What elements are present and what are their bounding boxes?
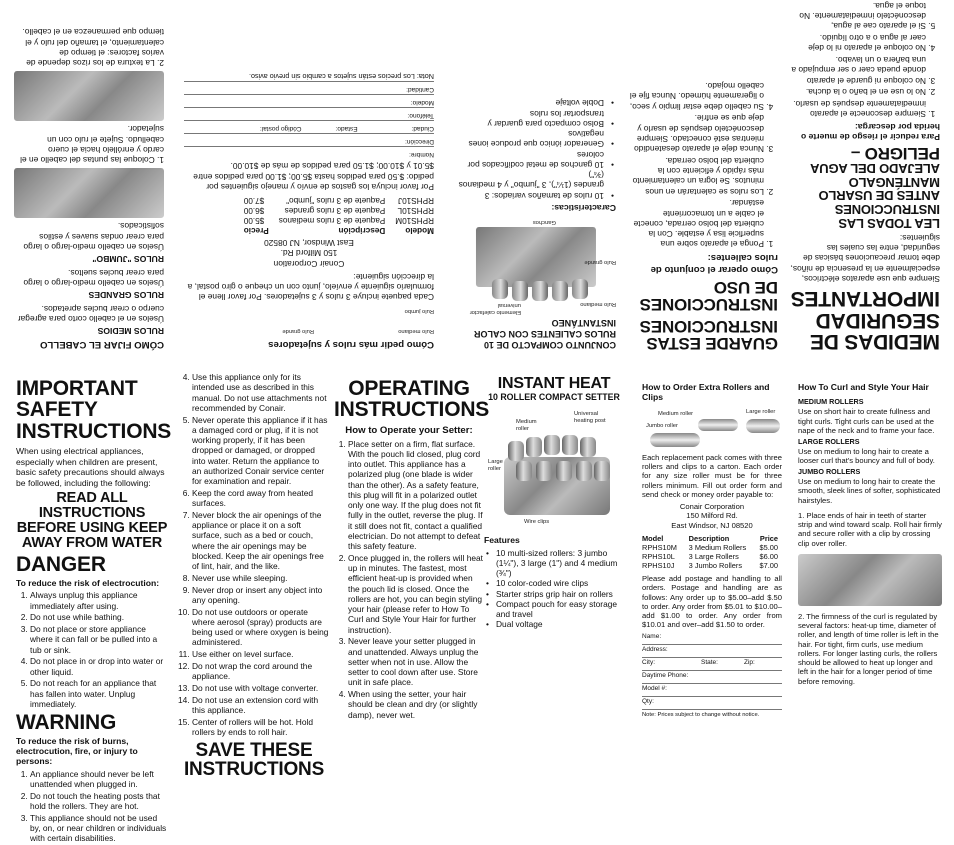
form-phone-field[interactable]: Daytime Phone: bbox=[642, 672, 782, 684]
es-medium-title: RULOS MEDIOS bbox=[97, 326, 164, 337]
address-line: Conair Corporation bbox=[273, 258, 345, 269]
es-operating-item: 3. Nunca deje el aparato desatendido mientras esté conectado. Siempre desconéctelo después de usarlo y deje que se enfríe. bbox=[628, 113, 764, 154]
es-order-title: Cómo pedir más rulos y sujetadores bbox=[268, 339, 434, 350]
es-danger-list bbox=[790, 1, 940, 120]
address-line: East Windsor, NJ 08520 bbox=[671, 520, 753, 530]
warning-item: 10. Do not use outdoors or operate where aerosol (spray) products are being used or where oxygen is being administered. bbox=[192, 607, 330, 648]
danger-item: 1. Always unplug this appliance immediately after using. bbox=[30, 590, 168, 611]
danger-list bbox=[16, 590, 168, 709]
es-form-model[interactable]: Modelo: bbox=[184, 94, 434, 106]
table-row: RPHS10L 3 Large Rollers $6.00 bbox=[642, 552, 778, 562]
feature-item: • Dual voltage bbox=[496, 619, 624, 629]
es-form-qty[interactable]: Cantidad: bbox=[184, 81, 434, 93]
curl-step-1: 1. Place ends of hair in teeth of starter strip and wind toward scalp. Roll hair firmly and secure roller with a clip by crossing clip over roller. bbox=[798, 510, 942, 548]
product-title: INSTANT HEAT bbox=[497, 375, 611, 392]
warning-item: 3. This appliance should not be used by, on, or near children or individuals with certain disabilities. bbox=[30, 813, 168, 844]
es-step1: 1. Coloque las puntas del cabello en el cardo y enróllelo hacia el cuero cabelludo. Sujete el rulo con un sujetador. bbox=[20, 124, 164, 166]
danger-item: 3. Do not place or store appliance where it can fall or be pulled into a tub or sink. bbox=[30, 624, 168, 655]
es-order-note: Nota: Los precios están sujetos a cambio sin previo aviso. bbox=[249, 72, 434, 82]
es-danger-sub: Para reducir el riesgo de muerte o herida por descarga: bbox=[801, 121, 940, 143]
order-title: How to Order Extra Rollers and Clips bbox=[642, 382, 770, 403]
es-operating-item: 2. Los rulos se calentarán en unos minutos. Se logra un calentamiento más rápido y eficiente con la cubierta del bolso cerrada. bbox=[628, 156, 764, 197]
product-subtitle: 10 ROLLER COMPACT SETTER bbox=[488, 392, 620, 403]
order-address bbox=[642, 502, 782, 530]
es-save-title: GUARDE ESTAS INSTRUCCIONES bbox=[639, 316, 778, 353]
table-row: RPHS10L Paquete de 3 rulos grandes $6.00 bbox=[243, 205, 434, 215]
table-row: RPHS10J Paquete de 3 rulos "jumbo" $7.00 bbox=[243, 195, 434, 205]
es-feature-item: • 10 ganchos de metal codificados por colores bbox=[456, 149, 604, 170]
order-label-jumbo: Jumbo roller bbox=[646, 422, 678, 429]
es-curl-photo-1 bbox=[14, 168, 164, 218]
table-row: RPHS10J 3 Jumbo Rollers $7.00 bbox=[642, 561, 778, 571]
address-line: 150 Milford Rd. bbox=[280, 248, 338, 259]
table-header: Precio bbox=[243, 225, 269, 235]
table-header: Price bbox=[759, 533, 778, 543]
es-product-title: CONJUNTO COMPACTO DE 10 RULOS CALIENTES CON CALOR INSTANTÁNEO bbox=[473, 318, 616, 350]
safety-title: IMPORTANT SAFETY INSTRUCTIONS bbox=[16, 377, 172, 443]
es-order-body: Cada paquete incluye 3 rulos y 3 sujetadores. Por favor llene el formulario siguiente y envíelo, junto con un cheque o giro postal, a la dirección siguiente: bbox=[187, 271, 434, 303]
order-body: Each replacement pack comes with three rollers and clips to a carton. Each order for any size roller must be for three rollers minimum. Fill out order form and send check or money order payable to: bbox=[642, 452, 782, 499]
setter-base-image bbox=[476, 227, 596, 287]
table-header: Model bbox=[642, 533, 664, 543]
danger-title: DANGER bbox=[16, 553, 106, 577]
es-operating-item: 1. Ponga el aparato sobre una superficie lisa y estable. Con la cubierta del bolso cerrada, conecte el cable a un tomacorriente estándar. bbox=[628, 198, 764, 249]
label-medium-roller: Medium roller bbox=[516, 419, 537, 433]
product-column bbox=[484, 376, 624, 630]
danger-item: 4. Do not place in or drop into water or other liquid. bbox=[30, 656, 168, 677]
address-line: East Windsor, NJ 08520 bbox=[264, 238, 354, 249]
es-operating-item: 4. Su cabello debe estar limpio y seco, o ligeramente húmedo. Nunca fije el cabello mojado. bbox=[628, 81, 764, 112]
save-instructions-title: SAVE THESE INSTRUCTIONS bbox=[183, 740, 325, 781]
feature-item: • 10 multi-sized rollers: 3 jumbo (1¼"), 3 large (1") and 4 medium (¾") bbox=[496, 548, 624, 579]
es-danger-item: 2. No lo use en el baño o la ducha. bbox=[790, 87, 926, 97]
warning-item: 14. Do not use an extension cord with this appliance. bbox=[192, 695, 330, 716]
es-price-table bbox=[244, 195, 434, 235]
es-medium-text: Úselos en el cabello corto para agregar cuerpo o crear bucles apretados. bbox=[17, 303, 164, 324]
es-operating-column bbox=[628, 79, 778, 352]
large-rollers-text: Use on medium to long hair to create a looser curl that's bouncy and full of body. bbox=[798, 446, 935, 466]
form-qty-field[interactable]: Qty: bbox=[642, 698, 782, 710]
warning-item: 15. Center of rollers will be hot. Hold rollers by ends to roll hair. bbox=[192, 717, 330, 738]
warning-item: 8. Never use while sleeping. bbox=[192, 573, 330, 583]
operating-subtitle: How to Operate your Setter: bbox=[345, 424, 473, 436]
es-label-clips: Ganchos bbox=[532, 219, 556, 226]
jumbo-rollers-text: Use on medium to long hair to create the smooth, sleek lines of softer, sophisticated hairstyles. bbox=[798, 477, 941, 505]
table-header: Description bbox=[688, 533, 730, 543]
table-header: Descripción bbox=[338, 225, 386, 235]
es-safety-title: MEDIDAS DE SEGURIDAD IMPORTANTES bbox=[790, 287, 940, 353]
es-features-list bbox=[456, 98, 616, 201]
medium-rollers-title: MEDIUM ROLLERS bbox=[798, 397, 864, 407]
es-curl-column bbox=[14, 24, 164, 352]
es-form-phone[interactable]: Teléfono: bbox=[184, 107, 434, 119]
es-order-label-jumbo: Rulo jumbo bbox=[404, 308, 434, 315]
warning-subtitle: To reduce the risk of burns, electrocution, fire, or injury to persons: bbox=[16, 735, 138, 767]
es-curl-title: CÓMO FIJAR EL CABELLO bbox=[39, 339, 164, 350]
es-large-text: Úselos en cabello medio-largo o largo para crear bucles sueltos. bbox=[23, 267, 164, 288]
es-danger-item: 4. No coloque el aparato ni lo deje caer al agua o a otro líquido. bbox=[790, 33, 926, 54]
product-illustration bbox=[484, 407, 624, 529]
label-large-roller: Large roller bbox=[488, 459, 503, 473]
es-label-medium: Rulo mediano bbox=[580, 301, 616, 308]
warning-item: 1. An appliance should never be left unattended when plugged in. bbox=[30, 769, 168, 790]
es-step2: 2. La textura de los rizos depende de varios factores: el tiempo de calentamiento, el tamaño del rulo y el tiempo que permanezca en el cabello. bbox=[22, 27, 164, 69]
order-label-large: Large roller bbox=[746, 408, 776, 415]
order-rollers-illustration bbox=[642, 405, 782, 449]
jumbo-roller-image bbox=[650, 433, 700, 447]
es-product-column bbox=[456, 98, 616, 352]
danger-item: 5. Do not reach for an appliance that has fallen into water. Unplug immediately. bbox=[30, 678, 168, 709]
warning-item: 13. Do not use with voltage converter. bbox=[192, 683, 330, 693]
spanish-panel bbox=[0, 0, 954, 366]
es-danger-item: 3. No coloque ni guarde el aparato donde pueda caer o ser empujado a una bañera o un lavabo. bbox=[790, 55, 926, 86]
es-order-label-large: Rulo grande bbox=[282, 328, 314, 335]
address-line: 150 Milford Rd. bbox=[686, 511, 738, 521]
english-panel bbox=[0, 366, 954, 844]
feature-item: • Starter strips grip hair on rollers bbox=[496, 589, 624, 599]
curl-step-2: 2. The firmness of the curl is regulated by several factors: heat-up time, diameter of roller, and length of time roller is left in the hair. For tight, firm curls, use medium rollers. For longer lasting curls, the rollers should be allowed to heat up longer and left in the hair for a longer period of time before removing. bbox=[798, 611, 939, 686]
medium-rollers-text: Use on short hair to create fullness and tight curls. Tight curls can be used at the nape of the neck and to frame your face. bbox=[798, 407, 935, 435]
es-jumbo-title: RULOS "JUMBO" bbox=[92, 254, 164, 265]
feature-item: • 10 color-coded wire clips bbox=[496, 578, 624, 588]
medium-roller-image bbox=[698, 419, 738, 431]
form-city-field[interactable]: City: State: Zip: bbox=[642, 659, 782, 671]
es-danger-item: 5. Si el aparato cae al agua, desconéctelo inmediatamente. No toque el agua. bbox=[790, 1, 926, 32]
es-large-title: RULOS GRANDES bbox=[88, 290, 164, 301]
feature-item: • Compact pouch for easy storage and travel bbox=[496, 599, 624, 620]
large-roller-image bbox=[746, 419, 780, 433]
table-row: RPHS10M Paquete de 3 rulos medianos $5.00 bbox=[243, 215, 434, 225]
warning-item: 7. Never block the air openings of the appliance or place it on a soft surface, such as a bed or couch, where the air openings may be blocked. Keep the air openings free of lint, hair, and the like. bbox=[192, 510, 330, 572]
es-features-title: Características: bbox=[551, 203, 616, 214]
warning-item: 12. Do not wrap the cord around the appliance. bbox=[192, 661, 330, 682]
label-universal-post: Universal heating post bbox=[574, 411, 606, 425]
safety-intro: When using electrical appliances, especially when children are present, basic safety precautions should always be followed, including the following: bbox=[16, 446, 165, 488]
operating-item: 1. Place setter on a firm, flat surface. With the pouch lid closed, plug cord into outlet. This appliance has a polarized plug (one blade is wider than the other). As a safety feature, this plug will fit in a polarized outlet only one way. If the plug does not fit fully in the outlet, reverse the plug. If it still does not fit, contact a qualified electrician. Do not attempt to defeat this safety feature. bbox=[348, 439, 484, 552]
es-shipping: Por favor incluya los gastos de envío y manejo siguientes por pedido: $.50 para pedidos hasta $5.00; $1.00 para pedidos entre $5.01 y $10.00; $1.50 para pedidos de más de $10.00. bbox=[193, 161, 434, 192]
order-note: Note: Prices subject to change without notice. bbox=[642, 711, 760, 718]
es-operating-title: INSTRUCCIONES DE USO bbox=[639, 278, 778, 315]
safety-column bbox=[16, 377, 172, 845]
safety-column-continued bbox=[178, 372, 330, 784]
warning-item: 2. Do not touch the heating posts that hold the rollers. They are hot. bbox=[30, 791, 168, 812]
curl-title: How To Curl and Style Your Hair bbox=[798, 382, 929, 392]
es-label-large: Rulo grande bbox=[584, 259, 616, 266]
read-all-heading: READ ALL INSTRUCTIONS BEFORE USING KEEP AWAY FROM WATER bbox=[16, 490, 168, 552]
shipping-info: Please add postage and handling to all orders. Postage and handling are as follows: Any order up to $5.00–add $.50 to order. Any order from $5.01 to $10.00–add $1.00 to order. Any order from $10.01 and over–add $1.50 to order. bbox=[642, 574, 782, 630]
es-operating-list bbox=[628, 81, 778, 250]
es-curl-photo-2 bbox=[14, 71, 164, 121]
es-jumbo-text: Úselos en cabello medio-largo o largo para crear ondas suaves y estilos sofisticados. bbox=[23, 221, 164, 252]
form-name-field[interactable]: Name: bbox=[642, 633, 782, 645]
operating-list bbox=[334, 439, 484, 720]
es-feature-item: • Bolso compacto para guardar y transportar los rulos bbox=[456, 108, 604, 129]
warning-item: 5. Never operate this appliance if it has a damaged cord or plug, if it is not working properly, if it has been dropped or damaged, or dropped into water. Return the appliance to an authorized Conair service center for examination and repair. bbox=[192, 415, 330, 487]
es-read-all: LEA TODAS LAS INSTRUCCIONES ANTES DE USARLO MANTÉNGALO ALEJADO DEL AGUA bbox=[810, 161, 940, 231]
es-form-city[interactable]: Ciudad: Estado: Código postal: bbox=[184, 120, 434, 132]
warning-item: 9. Never drop or insert any object into any opening. bbox=[192, 585, 330, 606]
features-list bbox=[484, 548, 624, 630]
es-feature-item: • 10 rulos de tamaños variados: 3 grandes (1¼"), 3 "jumbo" y 4 medianos (¾") bbox=[456, 170, 604, 201]
es-safety-column bbox=[790, 0, 940, 352]
operating-item: 2. Once plugged in, the rollers will heat up in minutes. The fastest, most efficient heat-up is provided when the pouch lid is closed. Once the rollers are hot, you can begin styling your hair (please refer to How To Curl and Style Your Hair for further instruction). bbox=[348, 553, 484, 635]
warning-item: 6. Keep the cord away from heated surfaces. bbox=[192, 488, 330, 509]
es-form-address[interactable]: Dirección: bbox=[184, 133, 434, 145]
large-rollers-title: LARGE ROLLERS bbox=[798, 437, 860, 447]
es-label-universal: Elemento calefactor universal bbox=[469, 302, 521, 316]
es-danger-title: PELIGRO – bbox=[851, 143, 940, 163]
es-feature-item: • Generador iónico que produce iones negativos bbox=[456, 129, 604, 150]
danger-item: 2. Do not use while bathing. bbox=[30, 612, 168, 622]
curl-column bbox=[798, 380, 942, 689]
price-table bbox=[642, 534, 778, 570]
operating-item: 4. When using the setter, your hair should be clean and dry (or slightly damp), never wet. bbox=[348, 689, 484, 720]
es-order-address bbox=[184, 238, 434, 269]
es-safety-intro: Siempre que use aparatos eléctricos, especialmente en la presencia de niños, debe tomar precauciones básicas de seguridad, entre las cuales las siguientes: bbox=[790, 232, 940, 284]
address-line: Conair Corporation bbox=[679, 502, 745, 512]
es-product-illustration bbox=[456, 215, 616, 315]
form-model-field[interactable]: Model #: bbox=[642, 685, 782, 697]
table-header: Modelo bbox=[405, 225, 434, 235]
operating-title: OPERATING INSTRUCTIONS bbox=[334, 377, 490, 422]
es-operating-subtitle: Cómo operar el conjunto de rulos calientes: bbox=[650, 251, 778, 275]
order-column bbox=[642, 380, 782, 719]
form-address-field[interactable]: Address: bbox=[642, 646, 782, 658]
es-form-name[interactable]: Nombre: bbox=[184, 146, 434, 158]
operating-column bbox=[334, 377, 490, 721]
warning-list bbox=[16, 769, 168, 844]
features-title: Features bbox=[484, 535, 520, 546]
table-row: RPHS10M 3 Medium Rollers $5.00 bbox=[642, 543, 778, 552]
curl-photo bbox=[798, 554, 942, 606]
jumbo-rollers-title: JUMBO ROLLERS bbox=[798, 467, 861, 477]
es-order-rollers bbox=[184, 302, 434, 336]
label-wire-clips: Wire clips bbox=[524, 519, 550, 526]
warning-item: 11. Use either on level surface. bbox=[192, 649, 330, 659]
danger-subtitle: To reduce the risk of electrocution: bbox=[16, 577, 160, 588]
es-feature-item: • Doble voltaje bbox=[456, 98, 604, 108]
warning-title: WARNING bbox=[16, 711, 117, 735]
warning-list-continued bbox=[178, 372, 330, 737]
operating-item: 3. Never leave your setter plugged in and unattended. Always unplug the setter when not in use. Allow the setter to cool down after use. Store unit in safe place. bbox=[348, 636, 484, 687]
es-order-column bbox=[184, 71, 434, 352]
order-label-medium: Medium roller bbox=[658, 410, 694, 417]
es-order-label-medium: Rulo mediano bbox=[398, 328, 434, 335]
es-danger-item: 1. Siempre desconecte el aparato inmediatamente después de usarlo. bbox=[790, 99, 926, 120]
warning-item: 4. Use this appliance only for its intended use as described in this manual. Do not use attachments not recommended by Conair. bbox=[192, 372, 330, 413]
